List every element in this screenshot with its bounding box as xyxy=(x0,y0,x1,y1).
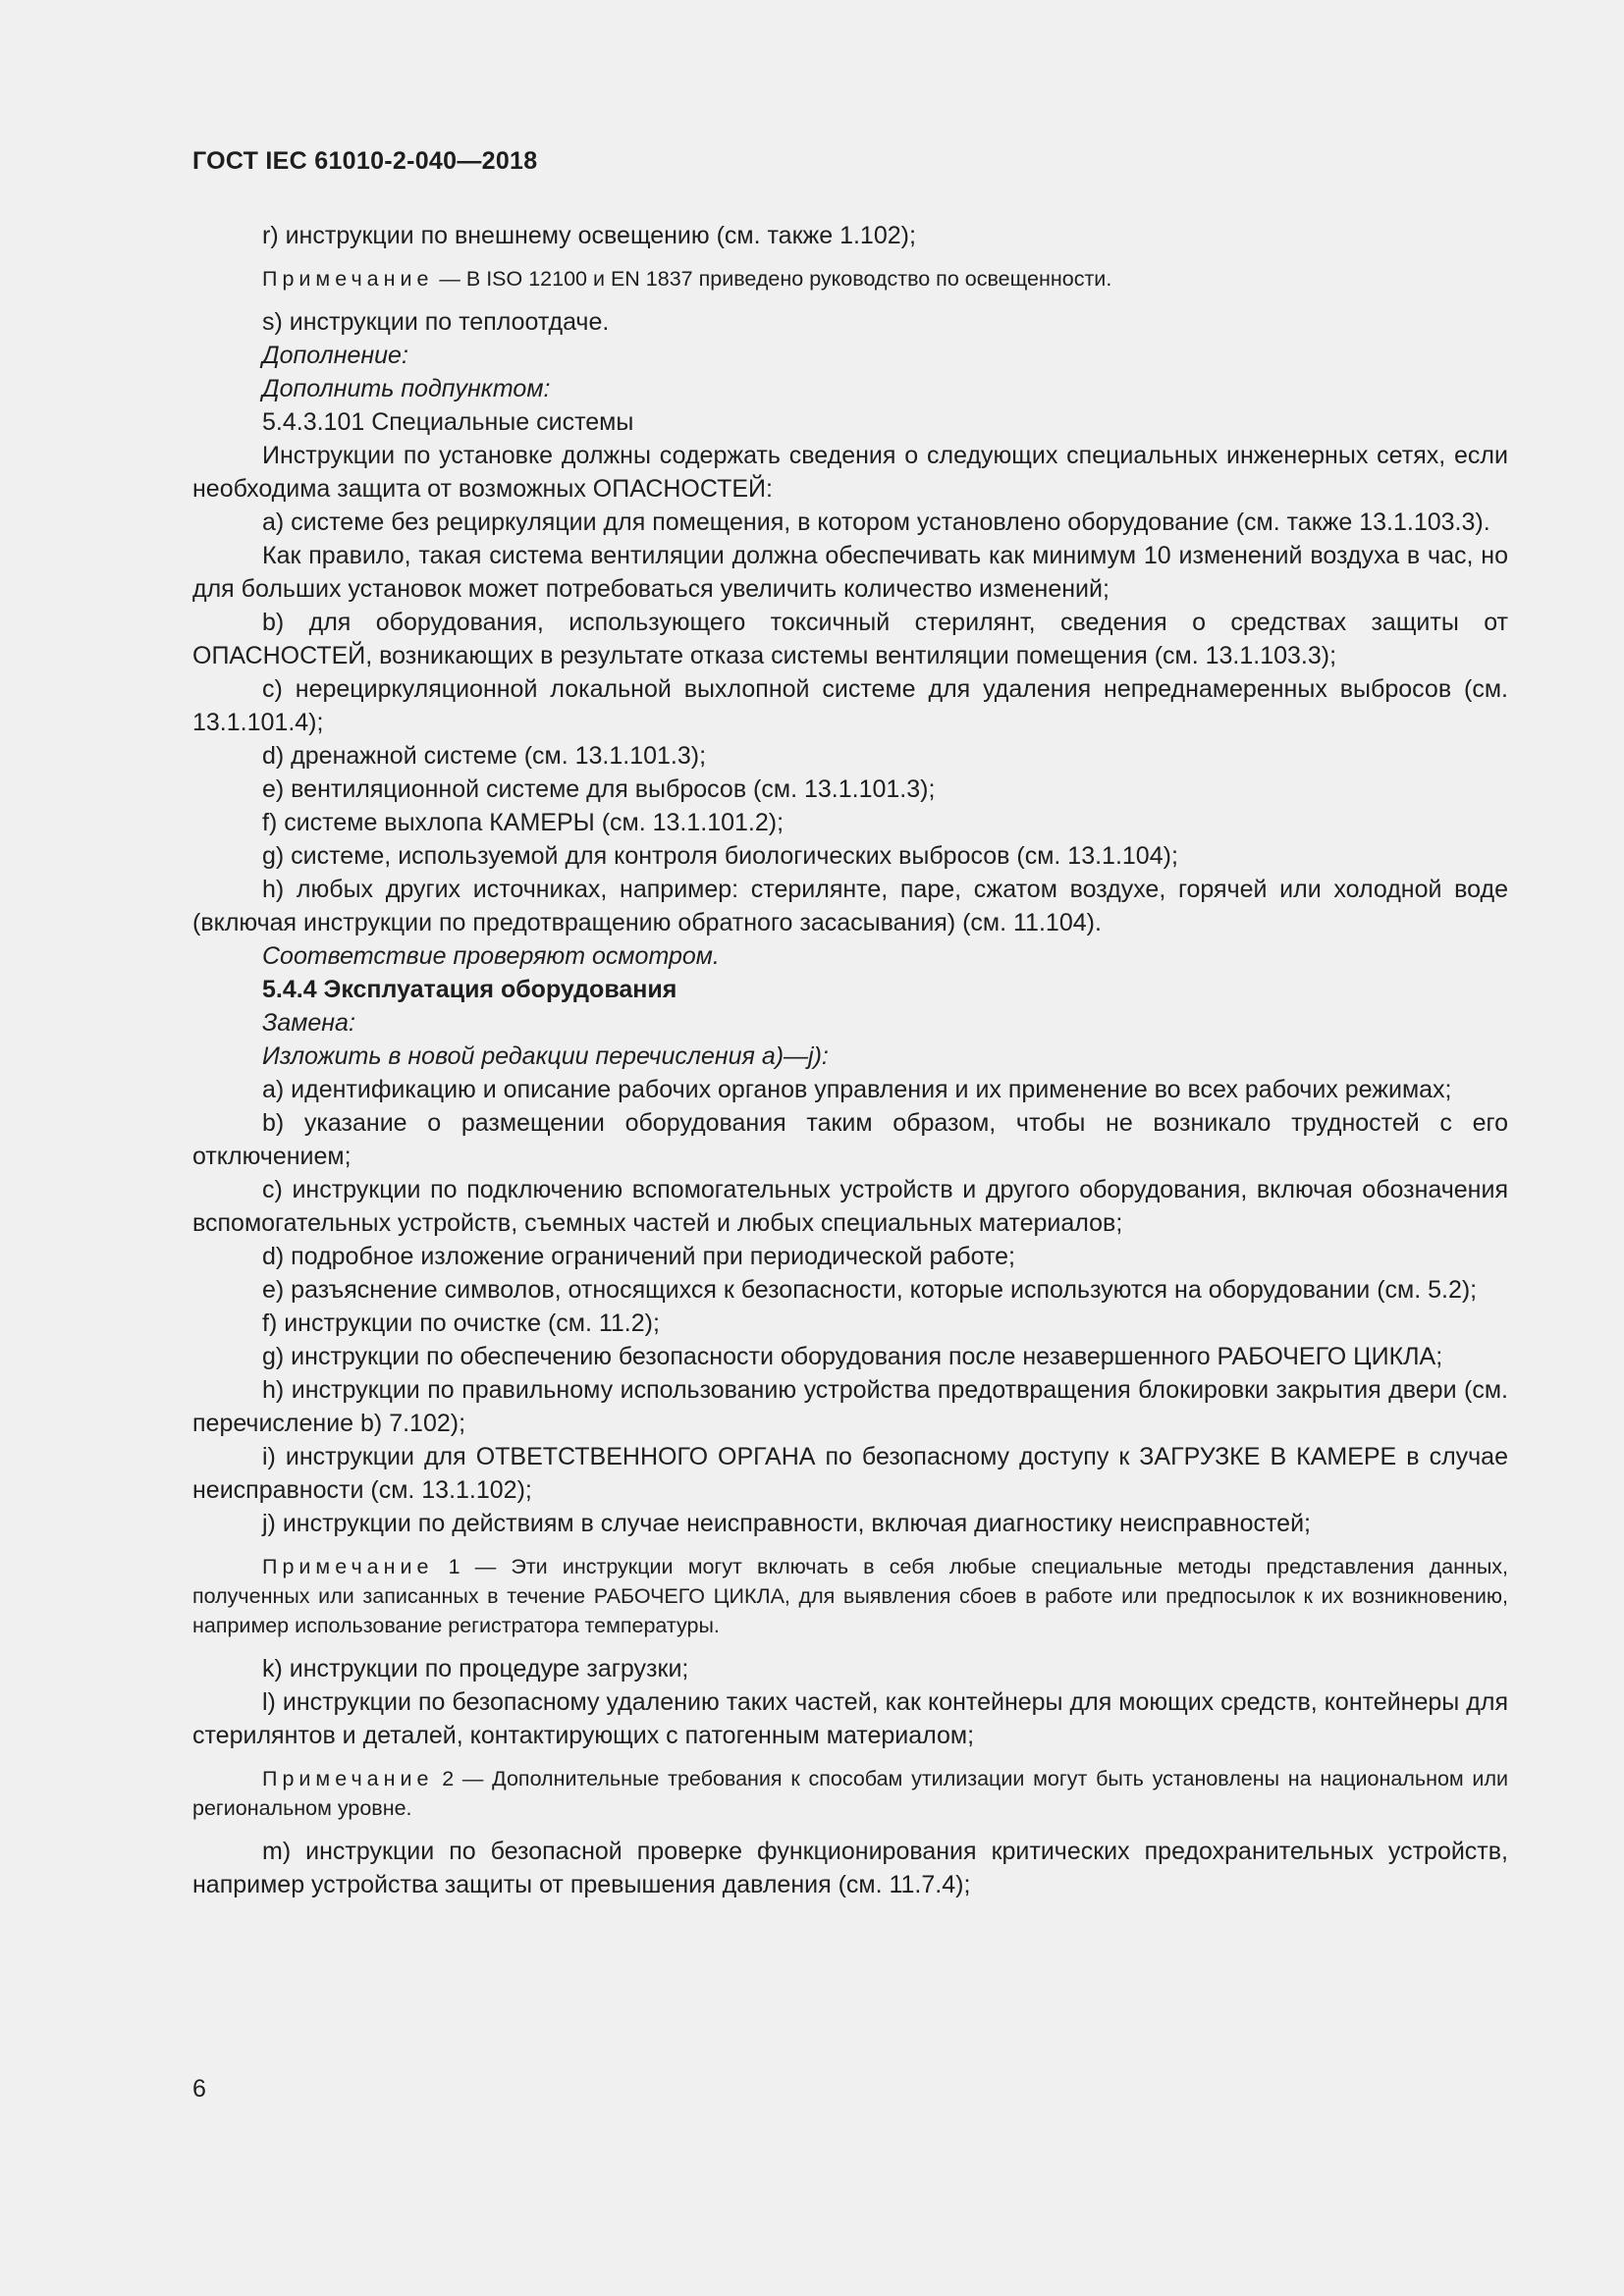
note-label: Примечание xyxy=(262,1767,434,1790)
body-paragraph: d) дренажной системе (см. 13.1.101.3); xyxy=(262,742,707,770)
italic-paragraph: Дополнение: xyxy=(262,342,408,369)
document-header: ГОСТ IEC 61010-2-040—2018 xyxy=(192,147,538,175)
body-paragraph: b) для оборудования, использующего токсичный стерилянт, сведения о средствах защиты от ОПАСНОСТЕЙ, возникающих в результате отказа системы вентиляции помещения (см. 13.1.103.3); xyxy=(192,609,1508,669)
body-paragraph: g) системе, используемой для контроля биологических выбросов (см. 13.1.104); xyxy=(262,842,1178,870)
note-text: 1 — Эти инструкции могут включать в себя любые специальные методы представления данных, полученных или записанных в течение РАБОЧЕГО ЦИКЛА, для выявления сбоев в работе или предпосылок к их возникновению, например использование регистратора температуры. xyxy=(192,1555,1508,1637)
page-number: 6 xyxy=(192,2075,206,2103)
body-paragraph: i) инструкции для ОТВЕТСТВЕННОГО ОРГАНА по безопасному доступу к ЗАГРУЗКЕ В КАМЕРЕ в случае неисправности (см. 13.1.102); xyxy=(192,1443,1508,1504)
body-paragraph: e) разъяснение символов, относящихся к безопасности, которые используются на оборудовании (см. 5.2); xyxy=(262,1276,1478,1304)
body-paragraph: j) инструкции по действиям в случае неисправности, включая диагностику неисправностей; xyxy=(262,1510,1311,1537)
body-paragraph: f) инструкции по очистке (см. 11.2); xyxy=(262,1309,660,1337)
italic-paragraph: Замена: xyxy=(262,1009,355,1037)
body-paragraph: s) инструкции по теплоотдаче. xyxy=(262,308,610,336)
body-paragraph: l) инструкции по безопасному удалению таких частей, как контейнеры для моющих средств, контейнеры для стерилянтов и деталей, контактирующих с патогенным материалом; xyxy=(192,1688,1508,1749)
italic-paragraph: Дополнить подпунктом: xyxy=(262,375,551,402)
body-paragraph: e) вентиляционной системе для выбросов (см. 13.1.101.3); xyxy=(262,775,936,803)
body-paragraph: h) инструкции по правильному использованию устройства предотвращения блокировки закрытия двери (см. перечисление b) 7.102); xyxy=(192,1376,1508,1437)
body-paragraph: Инструкции по установке должны содержать сведения о следующих специальных инженерных сетях, если необходима защита от возможных ОПАСНОСТЕЙ: xyxy=(192,442,1508,503)
section-heading: 5.4.4 Эксплуатация оборудования xyxy=(262,976,677,1003)
note-text: — В ISO 12100 и EN 1837 приведено руководство по освещенности. xyxy=(433,267,1112,291)
body-paragraph: d) подробное изложение ограничений при периодической работе; xyxy=(262,1243,1015,1270)
italic-paragraph: Соответствие проверяют осмотром. xyxy=(262,942,720,970)
body-paragraph: h) любых других источниках, например: стерилянте, паре, сжатом воздухе, горячей или холодной воде (включая инструкции по предотвращению обратного засасывания) (см. 11.104). xyxy=(192,876,1508,936)
body-paragraph: Как правило, такая система вентиляции должна обеспечивать как минимум 10 изменений воздуха в час, но для больших установок может потребоваться увеличить количество изменений; xyxy=(192,542,1508,603)
body-paragraph: m) инструкции по безопасной проверке функционирования критических предохранительных устройств, например устройства защиты от превышения давления (см. 11.7.4); xyxy=(192,1838,1508,1898)
note-label: Примечание xyxy=(262,267,434,291)
note-paragraph xyxy=(192,264,1508,294)
document-body xyxy=(192,219,1508,1901)
body-paragraph: a) системе без рециркуляции для помещения, в котором установлено оборудование (см. также 13.1.103.3). xyxy=(262,508,1490,536)
body-paragraph: k) инструкции по процедуре загрузки; xyxy=(262,1655,689,1682)
body-paragraph: r) инструкции по внешнему освещению (см. также 1.102); xyxy=(262,222,916,249)
note-paragraph xyxy=(192,1552,1508,1640)
body-paragraph: a) идентификацию и описание рабочих органов управления и их применение во всех рабочих режимах; xyxy=(262,1076,1452,1103)
document-page xyxy=(192,147,1508,1901)
body-paragraph: c) нерециркуляционной локальной выхлопной системе для удаления непреднамеренных выбросов (см. 13.1.101.4); xyxy=(192,675,1508,736)
body-paragraph: g) инструкции по обеспечению безопасности оборудования после незавершенного РАБОЧЕГО ЦИКЛА; xyxy=(262,1343,1443,1370)
body-paragraph: 5.4.3.101 Специальные системы xyxy=(262,408,634,436)
note-label: Примечание xyxy=(262,1555,434,1578)
body-paragraph: c) инструкции по подключению вспомогательных устройств и другого оборудования, включая обозначения вспомогательных устройств, съемных частей и любых специальных материалов; xyxy=(192,1176,1508,1237)
body-paragraph: f) системе выхлопа КАМЕРЫ (см. 13.1.101.2); xyxy=(262,809,785,836)
note-paragraph xyxy=(192,1764,1508,1823)
note-text: 2 — Дополнительные требования к способам утилизации могут быть установлены на национальном или региональном уровне. xyxy=(192,1767,1508,1820)
body-paragraph: b) указание о размещении оборудования таким образом, чтобы не возникало трудностей с его отключением; xyxy=(192,1109,1508,1170)
italic-paragraph: Изложить в новой редакции перечисления a)—j): xyxy=(262,1042,829,1070)
